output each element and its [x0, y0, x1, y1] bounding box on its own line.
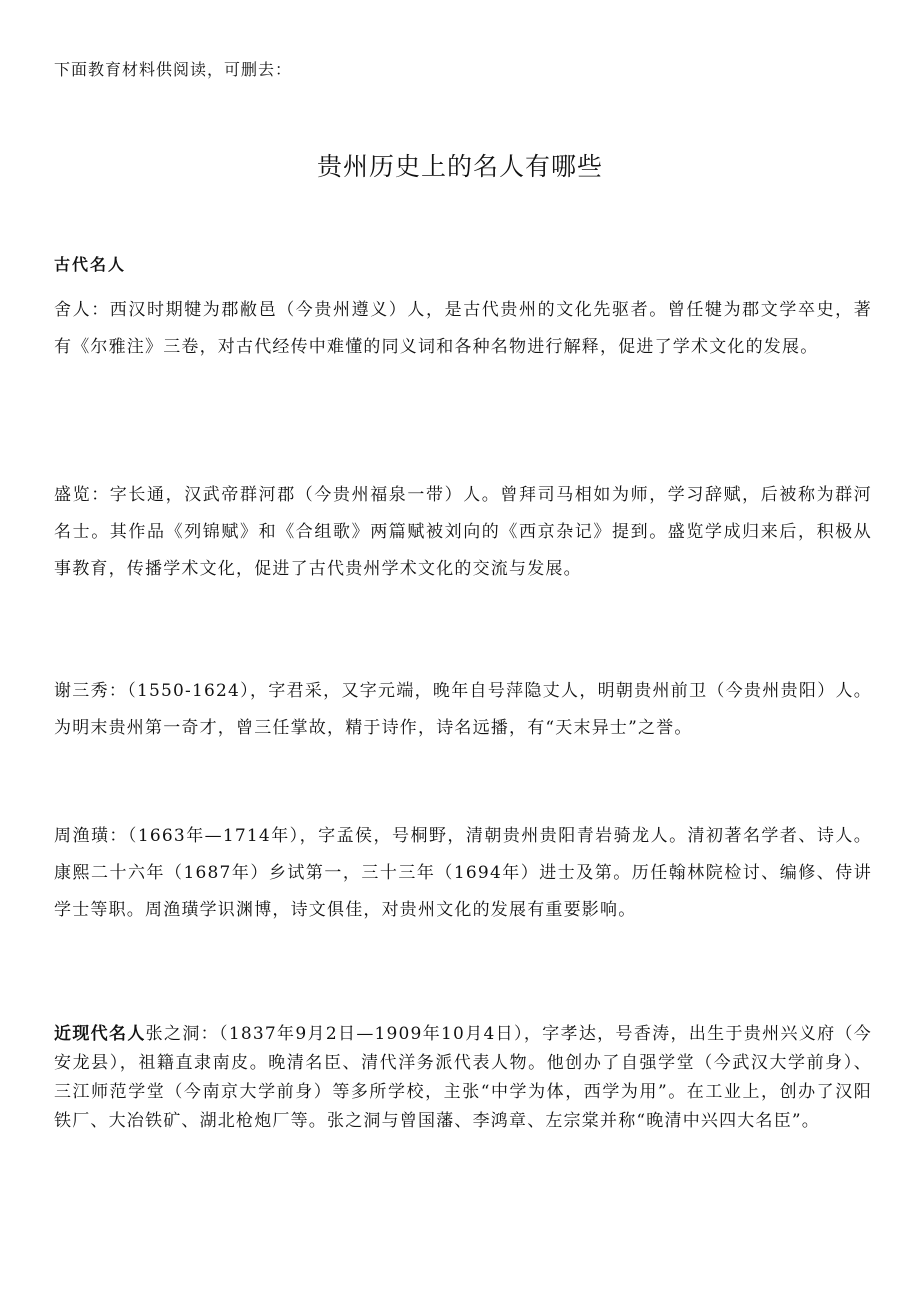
entry-zhou-yuhuang: 周渔璜：（1663年—1714年），字孟侯，号桐野，清朝贵州贵阳青岩骑龙人。清初著名学者、诗人。康熙二十六年（1687年）乡试第一，三十三年（1694年）进士及第。历任翰林院检讨、编修、侍讲学士等职。周渔璜学识渊博，诗文俱佳，对贵州文化的发展有重要影响。 [54, 826, 872, 920]
entry-shenglan: 盛览：字长通，汉武帝群河郡（今贵州福泉一带）人。曾拜司马相如为师，学习辞赋，后被称为群河名士。其作品《列锦赋》和《合组歌》两篇赋被刘向的《西京杂记》提到。盛览学成归来后，积极从事教育，传播学术文化，促进了古代贵州学术文化的交流与发展。 [54, 485, 872, 579]
entry-xie-sanxiu: 谢三秀：（1550-1624），字君采，又字元端，晚年自号萍隐丈人，明朝贵州前卫（今贵州贵阳）人。为明末贵州第一奇才，曾三任掌故，精于诗作，诗名远播，有“天末异士”之誉。 [54, 681, 872, 738]
page-title: 贵州历史上的名人有哪些 [316, 152, 603, 181]
section-heading-modern: 近现代名人 [54, 1024, 146, 1044]
section-heading-ancient: 古代名人 [54, 255, 127, 274]
entry-zhang-zhidong-text: 张之洞：（1837年9月2日—1909年10月4日），字孝达，号香涛，出生于贵州兴义府（今安龙县），祖籍直隶南皮。晚清名臣、清代洋务派代表人物。他创办了自强学堂（今武汉大学前身）、三江师范学堂（今南京大学前身）等多所学校，主张“中学为体，西学为用”。在工业上，创办了汉阳铁厂、大冶铁矿、湖北枪炮厂等。张之洞与曾国藩、李鸿章、左宗棠并称“晚清中兴四大名臣”。 [54, 1024, 873, 1131]
reading-note: 下面教育材料供阅读，可删去： [54, 60, 293, 79]
entry-zhang-zhidong [54, 1020, 872, 1136]
entry-sheren: 舍人：西汉时期犍为郡敝邑（今贵州遵义）人，是古代贵州的文化先驱者。曾任犍为郡文学卒史，著有《尔雅注》三卷，对古代经传中难懂的同义词和各种名物进行解释，促进了学术文化的发展。 [54, 300, 872, 357]
